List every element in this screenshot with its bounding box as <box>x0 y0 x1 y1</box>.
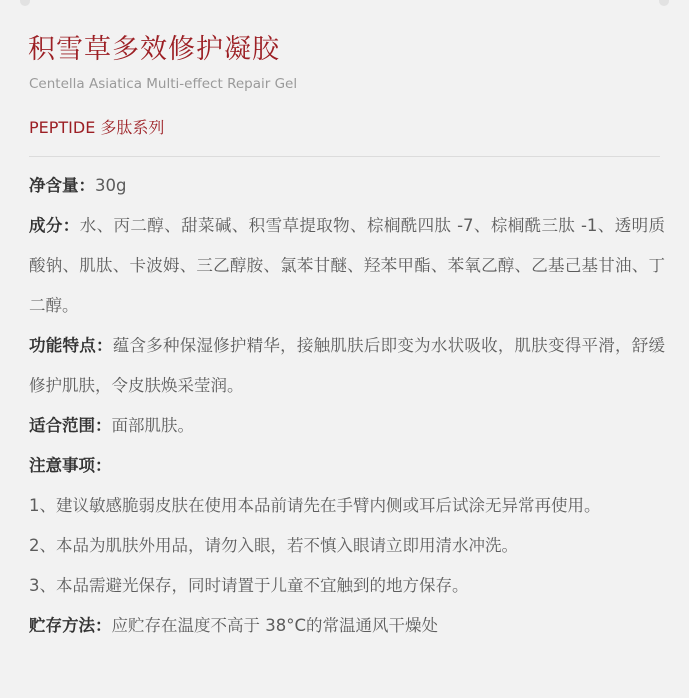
decorative-dot <box>20 0 30 6</box>
ingredients-label: 成分： <box>29 216 80 235</box>
notes-label: 注意事项： <box>29 456 112 475</box>
net-content-row <box>29 166 665 206</box>
section-divider <box>29 156 660 157</box>
storage-label: 贮存方法： <box>29 616 112 635</box>
storage-row <box>29 606 665 646</box>
storage-value: 应贮存在温度不高于 38°C的常温通风干燥处 <box>111 616 439 635</box>
product-title: 积雪草多效修护凝胶 <box>28 34 280 65</box>
features-label: 功能特点： <box>29 336 113 355</box>
features-value: 蕴含多种保湿修护精华，接触肌肤后即变为水状吸收，肌肤变得平滑，舒缓修护肌肤，令皮肤焕采莹润。 <box>29 336 666 395</box>
note-item: 3、本品需避光保存，同时请置于儿童不宜触到的地方保存。 <box>29 576 469 595</box>
note-item: 1、建议敏感脆弱皮肤在使用本品前请先在手臂内侧或耳后试涂无异常再使用。 <box>29 496 601 515</box>
note-item: 2、本品为肌肤外用品，请勿入眼，若不慎入眼请立即用清水冲洗。 <box>29 536 518 555</box>
net-content-value: 30g <box>95 176 127 195</box>
scope-value: 面部肌肤。 <box>111 416 194 435</box>
product-details <box>29 166 665 646</box>
ingredients-row <box>29 206 665 326</box>
net-content-label: 净含量： <box>29 176 95 195</box>
scope-label: 适合范围： <box>29 416 112 435</box>
notes-heading-row <box>29 446 665 486</box>
ingredients-value: 水、丙二醇、甜菜碱、积雪草提取物、棕榈酰四肽 -7、棕榈酰三肽 -1、透明质酸钠、肌肽、卡波姆、三乙醇胺、氯苯甘醚、羟苯甲酯、苯氧乙醇、乙基己基甘油、丁二醇。 <box>29 216 665 315</box>
product-subtitle: Centella Asiatica Multi-effect Repair Gel <box>29 76 298 92</box>
scope-row <box>29 406 665 446</box>
product-series: PEPTIDE 多肽系列 <box>29 118 165 137</box>
features-row <box>29 326 665 406</box>
decorative-dot <box>659 0 669 6</box>
